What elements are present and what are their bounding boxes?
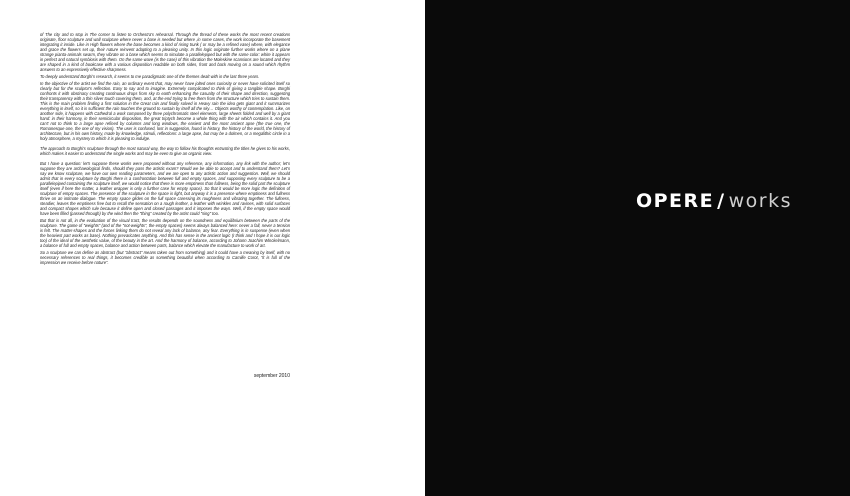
essay-date: september 2010 [253,373,290,379]
essay-paragraph: of The city and to stop in The corner to listen to Orchestra's rehearsal. Through the thread of these works the most recent creations originate, floor sculpture and wall sculpture where never a base is needed but where ,in some cases, the work incorporate the basement integrating it inside. Like in High flowers where the base becomes a kind of rising trunk ( or may be a refined vase) where, with elegance and grace the flowers set up, their nature reinvent adapting to a pleasing unity. In this logic originate further works where on a plane strange pianta-animals swarm, they vibrate on a base which seems to simulate a parallelepiped but with the same color: white it appears in perfect and natural symbiosis with them. On the same wave (is the case) of this vibration the Moleskine scansions are located and they are shaped in a kind of bookcase with a various disposition readable on both sides, front and back moving on a sound which rhythm answers to an expressively effective sharpness. [40,32,290,72]
essay-paragraph: The approach to Borghi's sculpture through the most natural way, the way to follow his thoughts entrusting the titles he gives to his works, which makes it easier to understand the single works and may be even to give an organic view. [40,146,290,156]
essay-paragraph: But I have a question: let's suppose these works were proposed without any reference, any information, any link with the author; let's suppose they are archaeological finds, should they pass the artistic exam? Would we be able to accept and to understand them? Let's say we know sculpture, we have our own reading parameters, and we are open to any artistic action and suggestion. Well, we should admit that in every sculpture by Borghi there is a confrontation between full and empty spaces, and supposing every sculpture to be a parallelepiped containing the sculpture itself, we would notice that there is more emptiness than fullness, being the solid part the sculpture itself (even if here the matter, a leather wrapper is only a further case for empty space). So that it would be more logic the definition of sculpture of empty spaces. The presence of the sculpture in the space is light, but anyway it is a presence where emptiness and fullness thrive on an intimate dialogue. The empty space glides on the full space caressing its roughness and vibrating together. The fullness, steadier, leaves the emptiness free but to recall the sensation on a rough leather, a leather with wrinkles and ravines, with solid surfaces and compact shapes which rule because it define open and closed passages and it imposes the ways. Well, if the empty space would have been filled (passed through) by the wind then the "thing" created by the artist could "sing" too. [40,161,290,216]
essay-paragraph: But that is not all, in the evaluation of the visual tract, the results depends on the soundness and equilibrium between the parts of the sculpture. The game of "weights" (and of the "not-weights", the empty spaces) seems always balanced here: never a fall, never a tension is felt. The matter-shapes and the forces linking them do not reveal any lack of balance, any fear. Everything is in suspense (even when the heaviest part works as base). Nothing prevaricates anything. And this has sense in the ancient logic (I think and I hope it is our logic too) of the ideal of the aesthetic value, of the beauty in the art. And the harmony of balance, according to Johann Joachim Winckelmann, a balance of full and empty spaces, balance and action between parts, balance which elevate the manufacture to work of art. [40,218,290,248]
essay-paragraph: So a sculpture we can define as abstract (but "abstract" means taken out from something) and it could have a meaning by itself, with no necessary references to real things, it becomes credible as something beautiful when according to Camille Corot, "it is full of the impression we receive before nature". [40,250,290,265]
essay-paragraph: In the objective of the artist we find the rain, an ordinary event that, may never have jolted ones curiosity or never have solicited itself so clearly but for the sculptor's reflection. Easy to say and to imagine. Extremely complicated to think of giving a tangible shape. Borghi confronts it with obstinacy creating continuous drops from sky to earth enhancing the casualty of their shape and direction, suggesting their transparency with a thin silver touch covering them, and, at the end trying to free them from the structure which tries to sustain them. This is the main problem finding a first solution in the Great rain and finally solved in Heavy rain the idea gets giant and it summarizes everything in itself, so it is sufficient the rain touches the ground to sustain by itself all the sky… Objects worthy of contemplation. Like, on another side, it happens with Cathedral a work composed by three polychromatic steel elements, large sheets folded and well by a giant hand: in their harmony, in their semicircular disposition, the great triptych become a whole thing with the air which contains it. And you can't not to think to a large apse refined by columns and long windows, the easiest and the most ancient apse (the true one, the Romanesque one, the one of my vision). The user is confused, lost in suggestion, found in history, the history of the world, the history of architecture, but in his own history, made by knowledge, stimuli, reflections: a large apse, but may be a dolmen, or a megalithic circle in a holy atmosphere, a mystery to which it is pleasing to indulge. [40,81,290,141]
section-title-separator: / [717,190,726,212]
section-title-italian: OPERE [635,190,715,212]
right-page [425,0,850,496]
essay-paragraph: To deeply understand Borghi's research, it seems to me paradigmatic one of the themes dealt with in the last three years. [40,74,260,79]
section-title [636,190,792,212]
essay-text [40,32,290,267]
section-title-english: works [728,190,792,212]
